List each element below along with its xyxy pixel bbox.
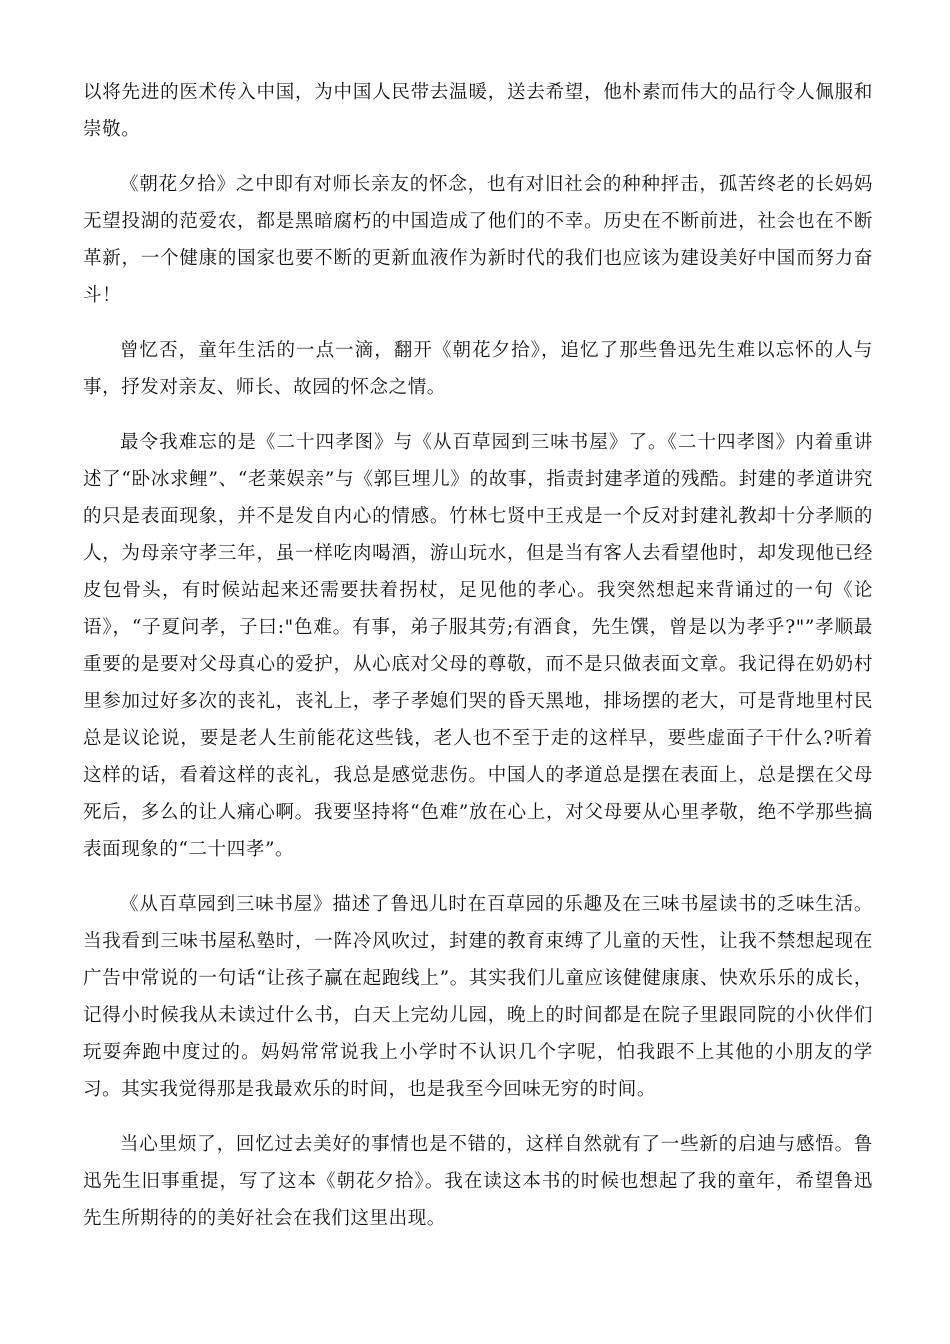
paragraph-3: 曾忆否，童年生活的一点一滴，翻开《朝花夕拾》，追忆了那些鲁迅先生难以忘怀的人与事，抒发对亲友、师长、故园的怀念之情。: [83, 340, 873, 398]
paragraph-1: 以将先进的医术传入中国，为中国人民带去温暖，送去希望，他朴素而伟大的品行令人佩服和崇敬。: [83, 82, 873, 140]
paragraph-4: 最令我难忘的是《二十四孝图》与《从百草园到三味书屋》了。《二十四孝图》内着重讲述了“卧冰求鲤”、“老莱娱亲”与《郭巨埋儿》的故事，指责封建孝道的残酷。封建的孝道讲究的只是表面现象，并不是发自内心的情感。竹林七贤中王戎是一个反对封建礼教却十分孝顺的人，为母亲守孝三年，虽一样吃肉喝酒，游山玩水，但是当有客人去看望他时，却发现他已经皮包骨头，有时候站起来还需要扶着拐杖，足见他的孝心。我突然想起来背诵过的一句《论语》，“子夏问孝，子曰:"色难。有事，弟子服其劳;有酒食，先生馔，曾是以为孝乎?"”孝顺最重要的是要对父母真心的爱护，从心底对父母的尊敬，而不是只做表面文章。我记得在奶奶村里参加过好多次的丧礼，丧礼上，孝子孝媳们哭的昏天黑地，排场摆的老大，可是背地里村民总是议论说，要是老人生前能花这些钱，老人也不至于走的这样早，要些虚面子干什么?听着这样的话，看着这样的丧礼，我总是感觉悲伤。中国人的孝道总是摆在表面上，总是摆在父母死后，多么的让人痛心啊。我要坚持将“色难”放在心上，对父母要从心里孝敬，绝不学那些搞表面现象的“二十四孝”。: [83, 432, 873, 860]
paragraph-2: 《朝花夕拾》之中即有对师长亲友的怀念，也有对旧社会的种种抨击，孤苦终老的长妈妈无望投湖的范爱农，都是黑暗腐朽的中国造成了他们的不幸。历史在不断前进，社会也在不断革新，一个健康的国家也要不断的更新血液作为新时代的我们也应该为建设美好中国而努力奋斗！: [83, 174, 873, 306]
paragraph-5: 《从百草园到三味书屋》描述了鲁迅儿时在百草园的乐趣及在三味书屋读书的乏味生活。当我看到三味书屋私塾时，一阵冷风吹过，封建的教育束缚了儿童的天性，让我不禁想起现在广告中常说的一句话“让孩子赢在起跑线上”。其实我们儿童应该健健康康、快欢乐乐的成长，记得小时候我从未读过什么书，白天上完幼儿园，晚上的时间都是在院子里跟同院的小伙伴们玩耍奔跑中度过的。妈妈常常说我上小学时不认识几个字呢，怕我跟不上其他的小朋友的学习。其实我觉得那是我最欢乐的时间，也是我至今回味无穷的时间。: [83, 894, 873, 1100]
document-body: [83, 74, 873, 1255]
paragraph-6: 当心里烦了，回忆过去美好的事情也是不错的，这样自然就有了一些新的启迪与感悟。鲁迅先生旧事重提，写了这本《朝花夕拾》。我在读这本书的时候也想起了我的童年，希望鲁迅先生所期待的的美好社会在我们这里出现。: [83, 1134, 873, 1229]
